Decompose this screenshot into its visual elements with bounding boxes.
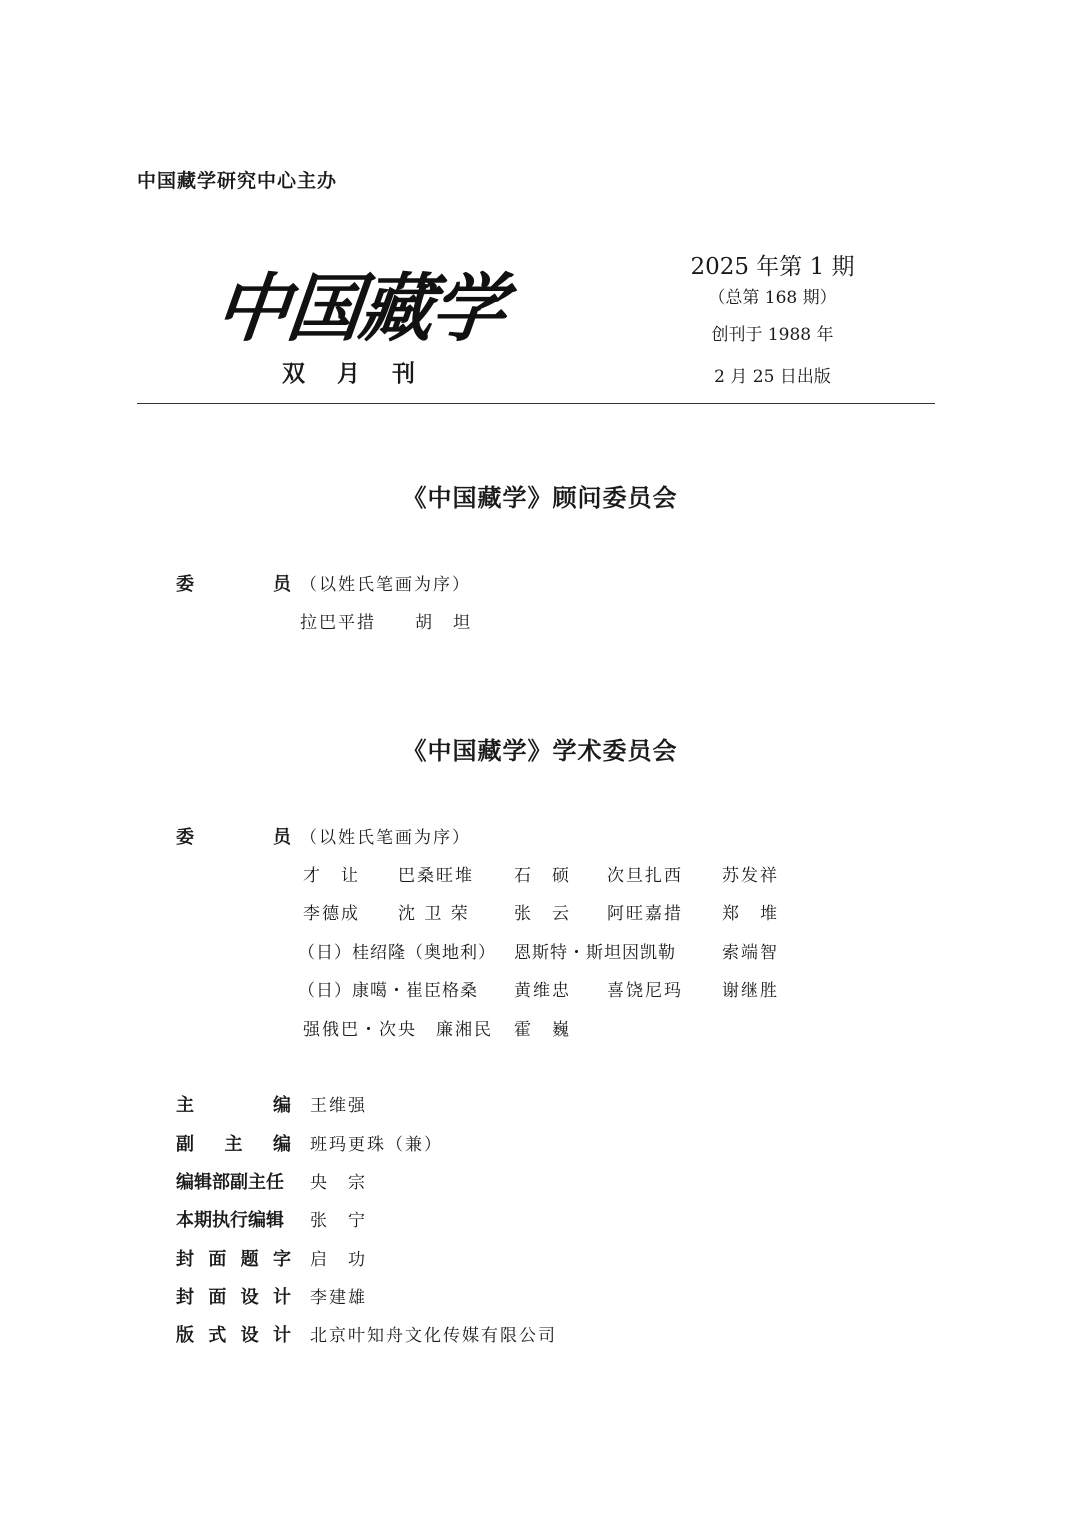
academic-member: 石 硕 <box>514 866 571 886</box>
academic-member: 次旦扎西 <box>607 866 683 886</box>
staff-role-cover-calligraphy <box>176 1245 291 1271</box>
journal-masthead-logo: 中国藏学 <box>210 266 508 352</box>
academic-order-note: （以姓氏笔画为序） <box>300 828 471 848</box>
academic-member: 恩斯特・斯坦因凯勒 <box>514 943 676 963</box>
journal-frequency: 双 月 刊 <box>282 361 428 387</box>
sponsor-line: 中国藏学研究中心主办 <box>137 170 338 192</box>
founded-year: 创刊于 1988 年 <box>711 325 834 345</box>
academic-member: 张 云 <box>514 904 571 924</box>
staff-role-executive-editor: 本期执行编辑 <box>176 1210 284 1231</box>
academic-member: 强俄巴・次央 <box>303 1020 417 1040</box>
advisory-committee-title: 《中国藏学》顾问委员会 <box>402 483 678 512</box>
role-char: 面 <box>208 1249 227 1270</box>
role-char: 主 <box>176 1095 194 1116</box>
staff-role-deputy-director: 编辑部副主任 <box>176 1172 284 1193</box>
academic-member: （日）桂绍隆（奥地利） <box>298 943 496 963</box>
academic-member: 李德成 <box>303 904 360 924</box>
advisory-order-note: （以姓氏笔画为序） <box>300 575 471 595</box>
role-char: 面 <box>208 1287 227 1308</box>
role-char: 设 <box>240 1287 259 1308</box>
academic-member: 喜饶尼玛 <box>607 981 683 1001</box>
role-char: 编 <box>273 1095 291 1116</box>
header-divider <box>137 403 935 404</box>
academic-member: 黄维忠 <box>514 981 571 1001</box>
role-char: 版 <box>176 1325 194 1346</box>
academic-member: 才 让 <box>303 866 360 886</box>
staff-name-chief-editor: 王维强 <box>310 1096 367 1116</box>
publish-date: 2 月 25 日出版 <box>714 367 831 387</box>
advisory-member: 拉巴平措 <box>300 613 376 633</box>
academic-member: 索端智 <box>722 943 779 963</box>
role-char: 封 <box>176 1287 194 1308</box>
staff-role-chief-editor <box>176 1091 291 1117</box>
role-char: 题 <box>240 1249 259 1270</box>
issue-number: 2025 年第 1 期 <box>690 254 855 280</box>
academic-members-label <box>176 823 291 849</box>
label-char: 员 <box>273 827 291 848</box>
academic-member: 沈 卫 荣 <box>398 904 470 924</box>
role-char: 封 <box>176 1249 194 1270</box>
staff-role-layout-design <box>176 1321 291 1347</box>
role-char: 编 <box>273 1134 291 1155</box>
staff-role-cover-design <box>176 1283 291 1309</box>
staff-name-executive-editor: 张 宁 <box>310 1211 367 1231</box>
academic-member: 巴桑旺堆 <box>398 866 474 886</box>
role-char: 计 <box>272 1287 291 1308</box>
staff-name-cover-calligraphy: 启 功 <box>310 1250 367 1270</box>
issue-total: （总第 168 期） <box>708 288 837 308</box>
role-char: 设 <box>240 1325 259 1346</box>
staff-role-deputy-editor <box>176 1130 291 1156</box>
role-char: 式 <box>208 1325 227 1346</box>
role-char: 字 <box>272 1249 291 1270</box>
academic-committee-title: 《中国藏学》学术委员会 <box>402 736 678 765</box>
academic-member: 谢继胜 <box>722 981 779 1001</box>
academic-member: 廉湘民 <box>436 1020 493 1040</box>
academic-member: 苏发祥 <box>722 866 779 886</box>
staff-name-cover-design: 李建雄 <box>310 1288 367 1308</box>
academic-member: 郑 堆 <box>722 904 779 924</box>
label-char: 委 <box>176 574 194 595</box>
academic-member: 阿旺嘉措 <box>607 904 683 924</box>
label-char: 委 <box>176 827 194 848</box>
label-char: 员 <box>273 574 291 595</box>
advisory-member: 胡 坦 <box>415 613 472 633</box>
staff-name-deputy-director: 央 宗 <box>310 1173 367 1193</box>
academic-member: （日）康噶・崔臣格桑 <box>298 981 478 1001</box>
academic-member: 霍 巍 <box>514 1020 571 1040</box>
role-char: 计 <box>272 1325 291 1346</box>
role-char: 副 <box>176 1134 194 1155</box>
role-char: 主 <box>224 1134 243 1155</box>
staff-name-layout-design: 北京叶知舟文化传媒有限公司 <box>310 1326 557 1346</box>
advisory-members-label <box>176 570 291 596</box>
staff-name-deputy-editor: 班玛更珠（兼） <box>310 1135 443 1155</box>
